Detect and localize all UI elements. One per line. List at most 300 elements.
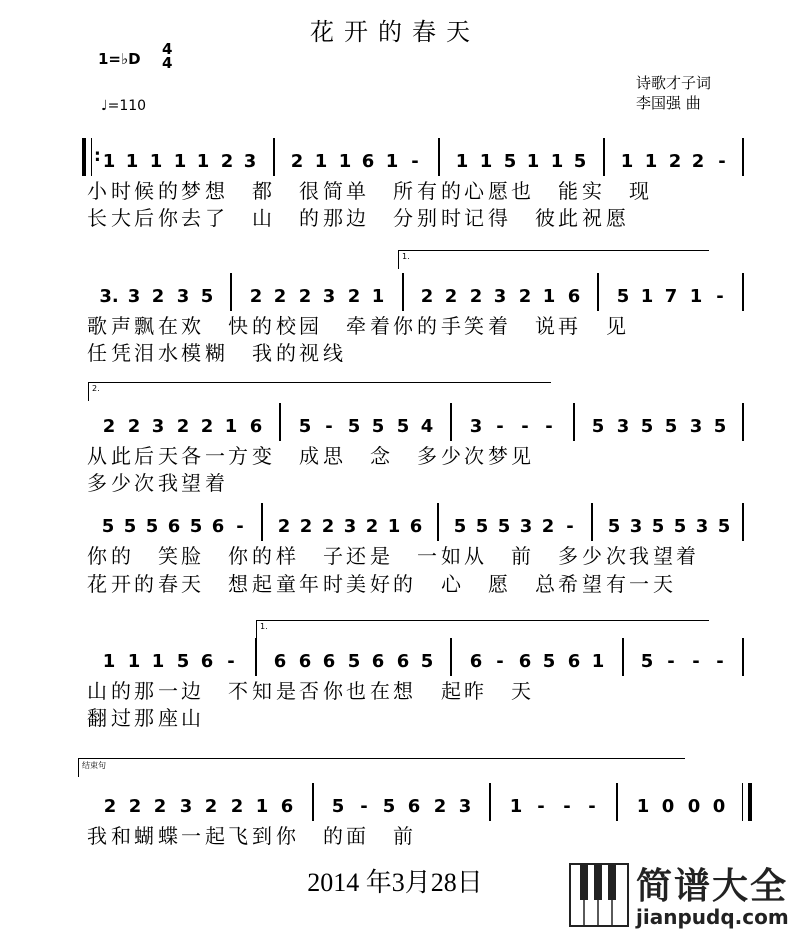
- note: -: [360, 796, 368, 817]
- lyric-char: 到: [252, 824, 272, 848]
- note: 1: [125, 151, 139, 172]
- volta-3: 1.: [256, 620, 709, 639]
- lyric-char: 想: [228, 572, 248, 596]
- note: 1: [151, 651, 165, 672]
- composer-credit: 李国强 曲: [636, 94, 701, 112]
- note: 2: [668, 151, 682, 172]
- lyric-char: 着: [205, 471, 225, 495]
- note: 5: [347, 651, 361, 672]
- lyric-char: 愿: [488, 572, 508, 596]
- note: -: [588, 796, 596, 817]
- lyric-char: 你: [158, 206, 178, 230]
- lyric-char: 那: [323, 206, 343, 230]
- final-bar-line: [742, 783, 752, 821]
- note: 0: [712, 796, 726, 817]
- lyric-char: 见: [606, 314, 626, 338]
- lyric-char: 时: [111, 179, 131, 203]
- lyric-char: 过: [111, 706, 131, 730]
- notes-row-1: [86, 140, 746, 174]
- lyric-char: 实: [582, 179, 602, 203]
- lyric-char: 次: [464, 444, 484, 468]
- logo-text: 简谱大全: [636, 866, 789, 907]
- lyric-char: 的: [276, 341, 296, 365]
- lyric-char: 那: [134, 706, 154, 730]
- lyric-char: 望: [181, 471, 201, 495]
- lyric-char: 天: [653, 572, 673, 596]
- note: 1: [102, 651, 116, 672]
- note: 6: [469, 651, 483, 672]
- bar-line: [450, 638, 452, 676]
- note: 5: [497, 516, 511, 537]
- note: -: [236, 516, 244, 537]
- note: -: [537, 796, 545, 817]
- lyric-char: 你: [393, 314, 413, 338]
- note: -: [563, 796, 571, 817]
- note: -: [521, 416, 529, 437]
- note: 5: [717, 516, 731, 537]
- lyric-char: 山: [181, 706, 201, 730]
- lyric-char: 的: [111, 679, 131, 703]
- note: 2: [230, 796, 244, 817]
- lyric-char: 糊: [205, 341, 225, 365]
- note: 6: [280, 796, 294, 817]
- notes-row-3: [86, 405, 746, 439]
- lyric-char: 那: [134, 679, 154, 703]
- note: 2: [518, 286, 532, 307]
- bar-line: [591, 503, 593, 541]
- note: 2: [128, 796, 142, 817]
- note: 5: [673, 516, 687, 537]
- lyric-char: 思: [323, 444, 343, 468]
- lyric-char: 着: [370, 314, 390, 338]
- note: -: [325, 416, 333, 437]
- lyric-char: 从: [87, 444, 107, 468]
- note: 1: [102, 151, 116, 172]
- lyric-row-5b: [86, 702, 746, 730]
- lyric-char: 心: [441, 572, 461, 596]
- lyric-char: 我: [87, 824, 107, 848]
- lyric-char: 声: [111, 314, 131, 338]
- bar-line: [312, 783, 314, 821]
- note: -: [496, 651, 504, 672]
- lyric-char: 线: [323, 341, 343, 365]
- lyric-row-5a: [86, 675, 746, 703]
- lyric-char: 能: [558, 179, 578, 203]
- note: 2: [420, 286, 434, 307]
- note: 5: [145, 516, 159, 537]
- note: -: [716, 286, 724, 307]
- lyric-char: 昨: [464, 679, 484, 703]
- note: 1: [689, 286, 703, 307]
- lyric-char: 我: [158, 471, 178, 495]
- note: 2: [103, 796, 117, 817]
- lyric-char: 了: [205, 206, 225, 230]
- note: 5: [371, 416, 385, 437]
- bar-line: [597, 273, 599, 311]
- lyric-char: 的: [299, 206, 319, 230]
- note: 3: [689, 416, 703, 437]
- repeat-start-sign: [82, 138, 92, 176]
- lyric-char: 希: [558, 572, 578, 596]
- lyric-char: 欢: [181, 314, 201, 338]
- lyric-char: 想: [393, 679, 413, 703]
- note: 6: [322, 651, 336, 672]
- note: 1: [620, 151, 634, 172]
- lyric-char: 花: [87, 572, 107, 596]
- lyric-char: 飞: [228, 824, 248, 848]
- note: 5: [542, 651, 556, 672]
- note: 5: [101, 516, 115, 537]
- note: 2: [127, 416, 141, 437]
- lyric-char: 少: [441, 444, 461, 468]
- note: 1: [644, 151, 658, 172]
- lyric-char: 蝶: [158, 824, 178, 848]
- note: 2: [347, 286, 361, 307]
- lyric-char: 着: [488, 314, 508, 338]
- lyric-char: 凭: [111, 341, 131, 365]
- note: 2: [444, 286, 458, 307]
- lyric-char: 多: [417, 444, 437, 468]
- note: 6: [371, 651, 385, 672]
- note: 1: [591, 651, 605, 672]
- lyric-char: 边: [346, 206, 366, 230]
- note: 3: [243, 151, 257, 172]
- note: 5: [453, 516, 467, 537]
- lyric-char: 飘: [134, 314, 154, 338]
- volta-ending: 结束句: [78, 758, 685, 777]
- lyric-char: 一: [181, 824, 201, 848]
- note: 2: [153, 796, 167, 817]
- lyric-char: 春: [158, 572, 178, 596]
- note: 5: [591, 416, 605, 437]
- lyric-char: 一: [205, 444, 225, 468]
- note: 5: [331, 796, 345, 817]
- lyric-char: 童: [276, 572, 296, 596]
- note: 1: [636, 796, 650, 817]
- note: 5: [503, 151, 517, 172]
- note: 5: [176, 651, 190, 672]
- lyric-char: 你: [323, 679, 343, 703]
- note: 5: [651, 516, 665, 537]
- note: 5: [607, 516, 621, 537]
- lyric-char: 想: [205, 179, 225, 203]
- volta-2: 2.: [88, 382, 551, 401]
- note: 3: [519, 516, 533, 537]
- time-signature: 4 4: [162, 40, 173, 72]
- note: 3: [127, 286, 141, 307]
- note: 1: [314, 151, 328, 172]
- note: 5: [664, 416, 678, 437]
- bar-line: [255, 638, 257, 676]
- note: 2: [249, 286, 263, 307]
- note: 6: [407, 796, 421, 817]
- note: 5: [189, 516, 203, 537]
- tempo-marking: ♩=110: [101, 98, 147, 114]
- note: 2: [433, 796, 447, 817]
- lyric-char: 简: [323, 179, 343, 203]
- note: 2: [365, 516, 379, 537]
- note: 1: [149, 151, 163, 172]
- lyric-char: 知: [252, 679, 272, 703]
- lyric-char: 你: [276, 824, 296, 848]
- lyric-char: 歌: [87, 314, 107, 338]
- lyric-char: 一: [417, 544, 437, 568]
- note: 1: [479, 151, 493, 172]
- note: 3: [179, 796, 193, 817]
- lyric-char: 也: [346, 679, 366, 703]
- lyric-char: 总: [535, 572, 555, 596]
- bar-line: [742, 273, 744, 311]
- lyric-char: 牵: [346, 314, 366, 338]
- note: 6: [361, 151, 375, 172]
- lyric-char: 的: [134, 572, 154, 596]
- lyric-char: 的: [417, 314, 437, 338]
- note: 1: [173, 151, 187, 172]
- lyric-row-1b: [86, 202, 746, 230]
- lyric-char: 祝: [582, 206, 602, 230]
- lyric-char: 变: [252, 444, 272, 468]
- note: 5: [713, 416, 727, 437]
- lyric-char: 年: [299, 572, 319, 596]
- lyric-char: 次: [134, 471, 154, 495]
- note: 6: [211, 516, 225, 537]
- bar-line: [573, 403, 575, 441]
- lyricist-credit: 诗歌才子词: [636, 74, 712, 92]
- lyric-char: 记: [464, 206, 484, 230]
- note: 6: [167, 516, 181, 537]
- lyric-char: 好: [370, 572, 390, 596]
- lyric-char: 是: [370, 544, 390, 568]
- note: 2: [200, 416, 214, 437]
- lyric-char: 起: [252, 572, 272, 596]
- lyric-char: 面: [346, 824, 366, 848]
- lyric-char: 见: [511, 444, 531, 468]
- note: 2: [691, 151, 705, 172]
- lyric-char: 时: [323, 572, 343, 596]
- lyric-char: 梦: [488, 444, 508, 468]
- lyric-char: 天: [158, 444, 178, 468]
- note: 6: [396, 651, 410, 672]
- lyric-char: 得: [488, 206, 508, 230]
- lyric-char: 次: [606, 544, 626, 568]
- note: 1: [542, 286, 556, 307]
- lyric-char: 前: [393, 824, 413, 848]
- lyric-char: 你: [228, 544, 248, 568]
- note: 0: [687, 796, 701, 817]
- lyric-char: 念: [370, 444, 390, 468]
- note: 1: [196, 151, 210, 172]
- note: -: [718, 151, 726, 172]
- lyric-char: 梦: [181, 179, 201, 203]
- note: -: [692, 651, 700, 672]
- lyric-row-3b: [86, 467, 746, 495]
- note: 1: [255, 796, 269, 817]
- lyric-char: 山: [87, 679, 107, 703]
- lyric-char: 从: [464, 544, 484, 568]
- note: 6: [249, 416, 263, 437]
- lyric-char: 小: [87, 179, 107, 203]
- note: -: [566, 516, 574, 537]
- note: 6: [567, 651, 581, 672]
- notes-row-2: [86, 275, 746, 309]
- note: 2: [176, 416, 190, 437]
- note: 5: [123, 516, 137, 537]
- note: 2: [151, 286, 165, 307]
- lyric-char: 多: [87, 471, 107, 495]
- lyric-char: 心: [464, 179, 484, 203]
- lyric-char: 天: [181, 572, 201, 596]
- note: -: [227, 651, 235, 672]
- lyric-char: 望: [582, 572, 602, 596]
- bar-line: [261, 503, 263, 541]
- lyric-char: 长: [87, 206, 107, 230]
- lyric-row-3a: [86, 440, 746, 468]
- note: 5: [640, 651, 654, 672]
- note: 2: [299, 516, 313, 537]
- note: 1: [509, 796, 523, 817]
- note: -: [667, 651, 675, 672]
- lyric-char: 翻: [87, 706, 107, 730]
- note: 1: [640, 286, 654, 307]
- lyric-char: 候: [134, 179, 154, 203]
- lyric-char: 如: [441, 544, 461, 568]
- lyric-char: 愿: [488, 179, 508, 203]
- lyric-char: 说: [535, 314, 555, 338]
- date-footer: 2014 年3月28日: [307, 868, 483, 897]
- note: 2: [102, 416, 116, 437]
- lyric-char: 起: [441, 679, 461, 703]
- lyric-char: 我: [629, 544, 649, 568]
- note: 6: [518, 651, 532, 672]
- lyric-char: 我: [252, 341, 272, 365]
- lyric-char: 少: [582, 544, 602, 568]
- note: 2: [277, 516, 291, 537]
- lyric-char: 和: [111, 824, 131, 848]
- lyric-char: 彼: [535, 206, 555, 230]
- lyric-char: 座: [158, 706, 178, 730]
- note: 5: [420, 651, 434, 672]
- lyric-char: 时: [441, 206, 461, 230]
- lyric-char: 否: [299, 679, 319, 703]
- note: 5: [396, 416, 410, 437]
- lyric-char: 一: [158, 679, 178, 703]
- lyric-char: 一: [629, 572, 649, 596]
- lyric-char: 也: [511, 179, 531, 203]
- lyric-char: 所: [393, 179, 413, 203]
- lyric-char: 望: [653, 544, 673, 568]
- song-title: 花开的春天: [310, 18, 480, 46]
- lyric-char: 天: [511, 679, 531, 703]
- note: 6: [273, 651, 287, 672]
- bar-line: [742, 503, 744, 541]
- note: 3: [322, 286, 336, 307]
- lyric-row-2b: [86, 337, 746, 365]
- lyric-row-6a: [86, 820, 746, 848]
- lyric-char: 蝴: [134, 824, 154, 848]
- lyric-char: 的: [158, 179, 178, 203]
- note: 2: [290, 151, 304, 172]
- bar-line: [402, 273, 404, 311]
- lyric-char: 成: [299, 444, 319, 468]
- bar-line: [742, 138, 744, 176]
- lyric-char: 水: [158, 341, 178, 365]
- lyric-char: 视: [299, 341, 319, 365]
- note: 1: [526, 151, 540, 172]
- lyric-char: 很: [299, 179, 319, 203]
- lyric-char: 手: [441, 314, 461, 338]
- note: 2: [321, 516, 335, 537]
- lyric-char: 泪: [134, 341, 154, 365]
- lyric-char: 有: [417, 179, 437, 203]
- note: -: [716, 651, 724, 672]
- note: 4: [420, 416, 434, 437]
- note: 6: [567, 286, 581, 307]
- lyric-char: 你: [87, 544, 107, 568]
- lyric-char: 前: [511, 544, 531, 568]
- lyric-row-1a: [86, 175, 746, 203]
- note: 5: [573, 151, 587, 172]
- lyric-char: 还: [346, 544, 366, 568]
- lyric-char: 大: [111, 206, 131, 230]
- lyric-char: 有: [606, 572, 626, 596]
- note: 5: [382, 796, 396, 817]
- bar-line: [489, 783, 491, 821]
- lyric-char: 笑: [464, 314, 484, 338]
- bar-line: [279, 403, 281, 441]
- lyric-char: 任: [87, 341, 107, 365]
- lyric-char: 不: [228, 679, 248, 703]
- lyric-char: 愿: [606, 206, 626, 230]
- bar-line: [622, 638, 624, 676]
- note: 1: [338, 151, 352, 172]
- lyric-char: 的: [393, 572, 413, 596]
- note: 1: [387, 516, 401, 537]
- notes-row-6: [86, 785, 746, 819]
- lyric-char: 单: [346, 179, 366, 203]
- lyric-char: 着: [676, 544, 696, 568]
- lyric-char: 的: [252, 544, 272, 568]
- lyric-char: 脸: [181, 544, 201, 568]
- bar-line: [742, 638, 744, 676]
- note: 2: [273, 286, 287, 307]
- lyric-char: 再: [558, 314, 578, 338]
- note: 1: [385, 151, 399, 172]
- note: 3: [151, 416, 165, 437]
- note: 2: [469, 286, 483, 307]
- bar-line: [616, 783, 618, 821]
- lyric-char: 分: [393, 206, 413, 230]
- lyric-char: 的: [441, 179, 461, 203]
- note: 3: [343, 516, 357, 537]
- lyric-row-4b: [86, 568, 746, 596]
- lyric-char: 笑: [158, 544, 178, 568]
- lyric-char: 是: [276, 679, 296, 703]
- lyric-char: 在: [370, 679, 390, 703]
- note: 3: [493, 286, 507, 307]
- note: 3.: [99, 286, 119, 307]
- lyric-char: 的: [111, 544, 131, 568]
- lyric-char: 多: [558, 544, 578, 568]
- bar-line: [230, 273, 232, 311]
- key-signature: 1=♭D: [98, 50, 141, 68]
- bar-line: [742, 403, 744, 441]
- lyric-char: 此: [111, 444, 131, 468]
- lyric-row-4a: [86, 540, 746, 568]
- note: 3: [695, 516, 709, 537]
- lyric-char: 别: [417, 206, 437, 230]
- lyric-char: 各: [181, 444, 201, 468]
- note: -: [496, 416, 504, 437]
